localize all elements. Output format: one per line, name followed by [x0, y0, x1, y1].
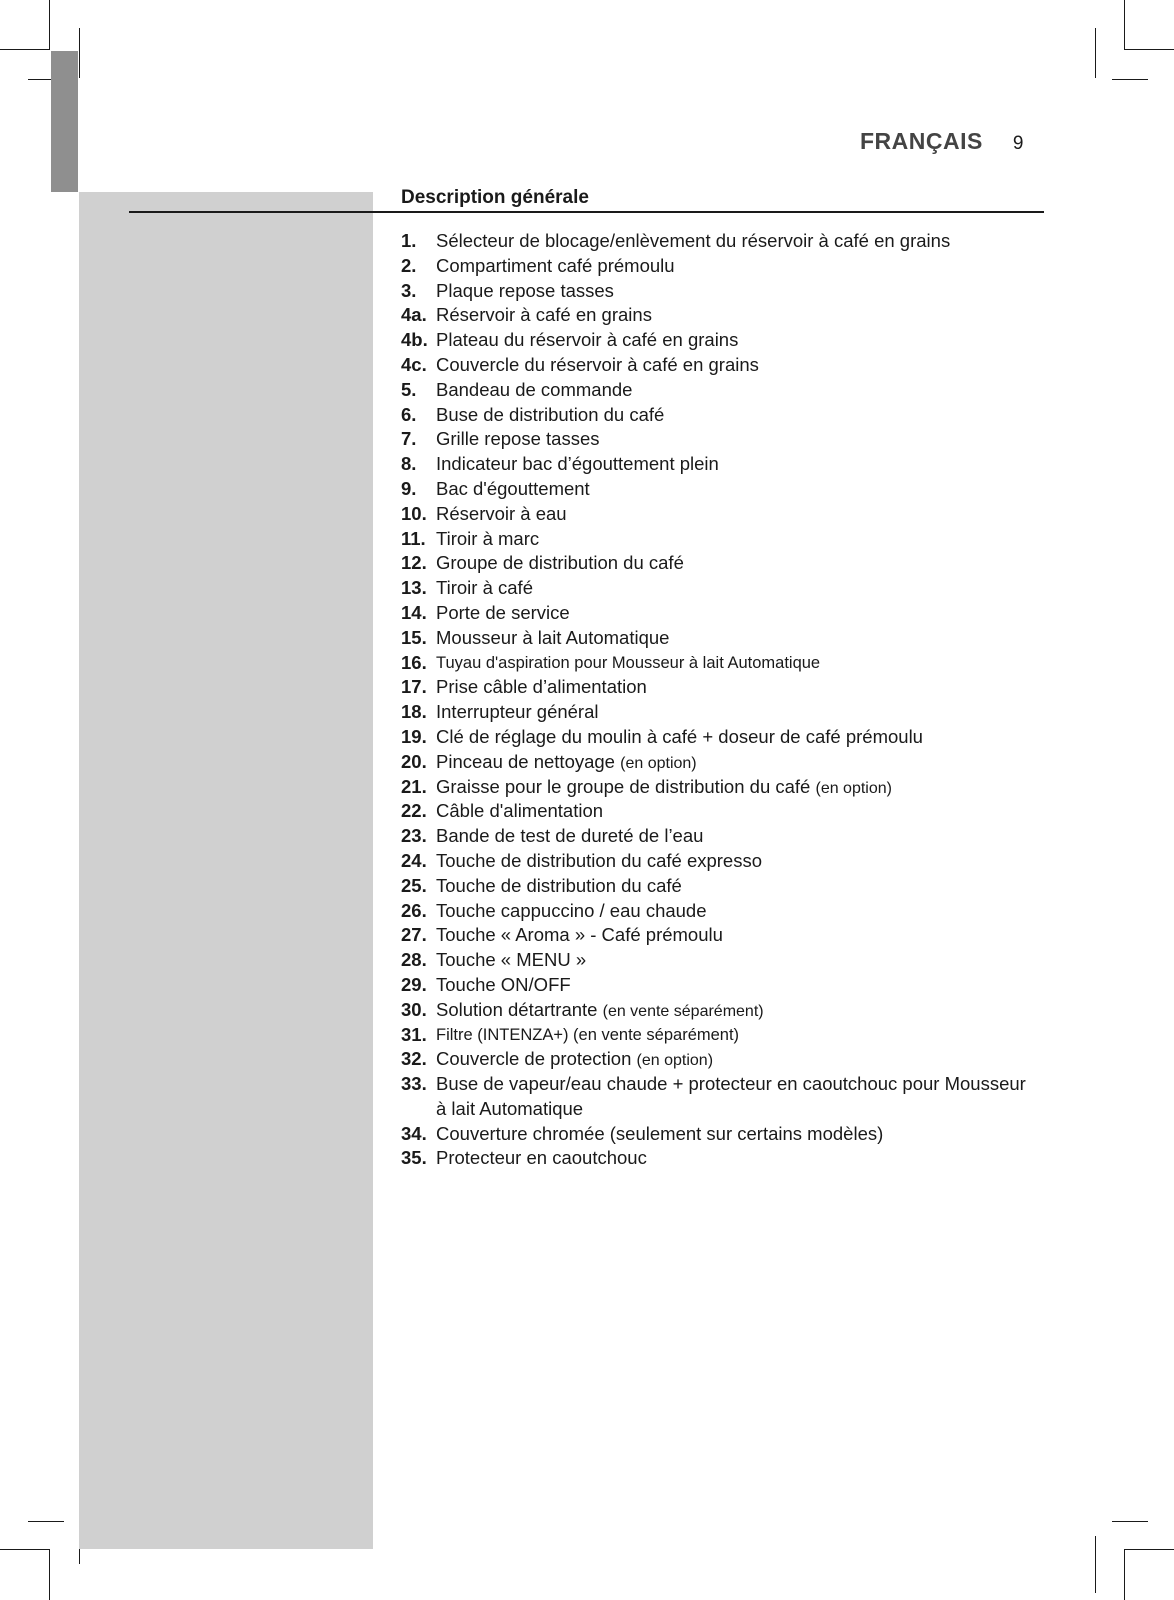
part-label	[436, 1023, 1041, 1048]
part-label	[436, 899, 1041, 924]
part-label	[436, 601, 1041, 626]
part-label	[436, 675, 1041, 700]
part-number: 10.	[401, 502, 427, 524]
part-label	[436, 998, 1041, 1023]
part-label-text: Plateau du réservoir à café en grains	[436, 329, 739, 351]
section-title: Description générale	[401, 187, 589, 208]
part-number: 13.	[401, 577, 427, 599]
part-number: 7.	[401, 428, 417, 450]
part-label	[436, 775, 1041, 800]
part-number: 31.	[401, 1023, 427, 1045]
crop-mark	[79, 28, 80, 78]
part-label-text: Groupe de distribution du café	[436, 552, 684, 574]
part-number: 27.	[401, 924, 427, 946]
list-item	[401, 279, 1041, 304]
list-item	[401, 675, 1041, 700]
part-number: 14.	[401, 601, 427, 623]
part-label-text: Interrupteur général	[436, 701, 599, 723]
part-label-text: Indicateur bac d’égouttement plein	[436, 453, 719, 475]
part-label-text: Porte de service	[436, 601, 570, 623]
part-label-text: Touche « MENU »	[436, 949, 587, 971]
part-number: 16.	[401, 651, 427, 673]
part-label	[436, 477, 1041, 502]
part-label	[436, 229, 1041, 254]
part-number: 34.	[401, 1122, 427, 1144]
list-item	[401, 527, 1041, 552]
part-number: 18.	[401, 701, 427, 723]
part-number: 5.	[401, 378, 417, 400]
list-item	[401, 601, 1041, 626]
crop-mark	[0, 49, 50, 50]
part-label-text: Clé de réglage du moulin à café + doseur de café prémoulu	[436, 725, 923, 747]
part-label-text: Buse de distribution du café	[436, 403, 665, 425]
crop-mark	[28, 1521, 64, 1522]
list-item	[401, 725, 1041, 750]
list-item	[401, 1047, 1041, 1072]
crop-mark	[1112, 1521, 1148, 1522]
part-number: 21.	[401, 775, 427, 797]
part-label	[436, 427, 1041, 452]
list-item	[401, 576, 1041, 601]
part-number: 15.	[401, 626, 427, 648]
part-label	[436, 1072, 1041, 1122]
part-label-text: Mousseur à lait Automatique	[436, 626, 670, 648]
part-number: 4b.	[401, 329, 428, 351]
part-label-text: Solution détartrante	[436, 998, 598, 1020]
part-label-text: Bande de test de dureté de l’eau	[436, 825, 704, 847]
list-item	[401, 328, 1041, 353]
part-label	[436, 576, 1041, 601]
part-label	[436, 303, 1041, 328]
list-item	[401, 700, 1041, 725]
part-label-text: Touche de distribution du café expresso	[436, 849, 763, 871]
part-label-text: Touche ON/OFF	[436, 973, 571, 995]
crop-mark	[1124, 49, 1174, 50]
part-number: 33.	[401, 1073, 427, 1095]
part-label-text: Bac d'égouttement	[436, 477, 590, 499]
part-label	[436, 948, 1041, 973]
part-label-text: Réservoir à café en grains	[436, 304, 652, 326]
list-item	[401, 1072, 1041, 1122]
part-number: 11.	[401, 527, 426, 549]
parts-list	[401, 229, 1041, 1171]
part-label	[436, 502, 1041, 527]
part-label-text: Buse de vapeur/eau chaude + protecteur en caoutchouc pour Mousseur à lait Automatique	[436, 1073, 1026, 1119]
part-label	[436, 1146, 1041, 1171]
list-item	[401, 998, 1041, 1023]
part-label	[436, 700, 1041, 725]
part-number: 23.	[401, 825, 427, 847]
list-item	[401, 973, 1041, 998]
part-note: (en option)	[636, 1052, 714, 1070]
section-divider	[129, 211, 1044, 213]
list-item	[401, 799, 1041, 824]
list-item	[401, 353, 1041, 378]
part-label-text: Couvercle du réservoir à café en grains	[436, 353, 759, 375]
part-number: 29.	[401, 973, 427, 995]
page-number: 9	[1012, 133, 1024, 154]
part-label	[436, 279, 1041, 304]
part-label	[436, 1047, 1041, 1072]
part-number: 4a.	[401, 304, 427, 326]
list-item	[401, 502, 1041, 527]
part-number: 3.	[401, 279, 417, 301]
list-item	[401, 824, 1041, 849]
part-label-text: Sélecteur de blocage/enlèvement du réservoir à café en grains	[436, 230, 951, 251]
part-number: 6.	[401, 403, 417, 425]
part-label-text: Touche de distribution du café	[436, 874, 682, 896]
part-label	[436, 527, 1041, 552]
crop-mark	[1095, 1536, 1096, 1593]
part-number: 22.	[401, 800, 427, 822]
list-item	[401, 229, 1041, 254]
part-label-text: Tiroir à marc	[436, 527, 540, 549]
part-label	[436, 923, 1041, 948]
part-number: 24.	[401, 849, 427, 871]
part-note: (en option)	[620, 754, 697, 772]
part-label-text: Plaque repose tasses	[436, 279, 614, 301]
part-number: 25.	[401, 874, 427, 896]
page-header	[860, 128, 1050, 158]
part-label-text: Couvercle de protection	[436, 1048, 632, 1070]
list-item	[401, 403, 1041, 428]
part-label	[436, 799, 1041, 824]
part-number: 30.	[401, 998, 427, 1020]
part-label-text: Touche « Aroma » - Café prémoulu	[436, 924, 723, 946]
part-label-text: Prise câble d’alimentation	[436, 676, 647, 698]
part-note: (en vente séparément)	[602, 1002, 764, 1020]
list-item	[401, 923, 1041, 948]
part-label-text: Réservoir à eau	[436, 502, 567, 524]
part-note: (en option)	[815, 779, 892, 797]
part-label	[436, 551, 1041, 576]
crop-mark	[1112, 79, 1148, 80]
crop-mark	[1124, 1549, 1125, 1600]
part-number: 1.	[401, 230, 417, 251]
part-label-text: Câble d'alimentation	[436, 800, 604, 822]
part-number: 28.	[401, 949, 427, 971]
part-number: 32.	[401, 1048, 427, 1070]
part-label	[436, 725, 1041, 750]
part-label	[436, 378, 1041, 403]
part-label	[436, 973, 1041, 998]
part-label-text: Pinceau de nettoyage	[436, 750, 615, 772]
part-number: 20.	[401, 750, 427, 772]
list-item	[401, 874, 1041, 899]
list-item	[401, 303, 1041, 328]
list-item	[401, 452, 1041, 477]
part-label	[436, 254, 1041, 279]
part-number: 9.	[401, 477, 417, 499]
part-label	[436, 403, 1041, 428]
part-number: 19.	[401, 725, 427, 747]
part-label-text: Graisse pour le groupe de distribution du café	[436, 775, 811, 797]
part-label-text: Compartiment café prémoulu	[436, 254, 675, 276]
gray-margin-column	[79, 192, 373, 1549]
list-item	[401, 1146, 1041, 1171]
list-item	[401, 626, 1041, 651]
crop-mark	[0, 1549, 50, 1550]
list-item	[401, 1122, 1041, 1147]
part-label-text: Couverture chromée (seulement sur certains modèles)	[436, 1122, 884, 1144]
part-label-text: Filtre (INTENZA+) (en vente séparément)	[436, 1025, 740, 1044]
part-number: 35.	[401, 1147, 427, 1169]
part-label-text: Touche cappuccino / eau chaude	[436, 899, 707, 921]
list-item	[401, 254, 1041, 279]
part-label-text: Tiroir à café	[436, 577, 533, 599]
crop-mark	[1124, 1549, 1174, 1550]
list-item	[401, 477, 1041, 502]
list-item	[401, 551, 1041, 576]
language-title: FRANÇAIS	[860, 128, 983, 154]
part-label	[436, 874, 1041, 899]
list-item	[401, 750, 1041, 775]
part-label-text: Tuyau d'aspiration pour Mousseur à lait Automatique	[436, 653, 821, 672]
part-label	[436, 452, 1041, 477]
part-label	[436, 750, 1041, 775]
list-item	[401, 651, 1041, 676]
part-label	[436, 626, 1041, 651]
crop-mark	[1124, 0, 1125, 50]
part-number: 2.	[401, 254, 417, 276]
list-item	[401, 378, 1041, 403]
crop-mark	[49, 1549, 50, 1600]
list-item	[401, 948, 1041, 973]
part-label-text: Protecteur en caoutchouc	[436, 1147, 647, 1169]
crop-mark	[1095, 28, 1096, 78]
part-number: 12.	[401, 552, 427, 574]
part-number: 8.	[401, 453, 417, 475]
part-label-text: Bandeau de commande	[436, 378, 633, 400]
part-label	[436, 849, 1041, 874]
part-number: 4c.	[401, 353, 427, 375]
list-item	[401, 427, 1041, 452]
list-item	[401, 775, 1041, 800]
part-label-text: Grille repose tasses	[436, 428, 600, 450]
part-number: 17.	[401, 676, 427, 698]
part-label	[436, 824, 1041, 849]
part-label	[436, 651, 1041, 676]
part-label	[436, 1122, 1041, 1147]
part-label	[436, 328, 1041, 353]
list-item	[401, 849, 1041, 874]
list-item	[401, 899, 1041, 924]
part-number: 26.	[401, 899, 427, 921]
crop-mark	[49, 0, 50, 50]
language-tab-marker	[51, 51, 78, 192]
list-item	[401, 1023, 1041, 1048]
part-label	[436, 353, 1041, 378]
